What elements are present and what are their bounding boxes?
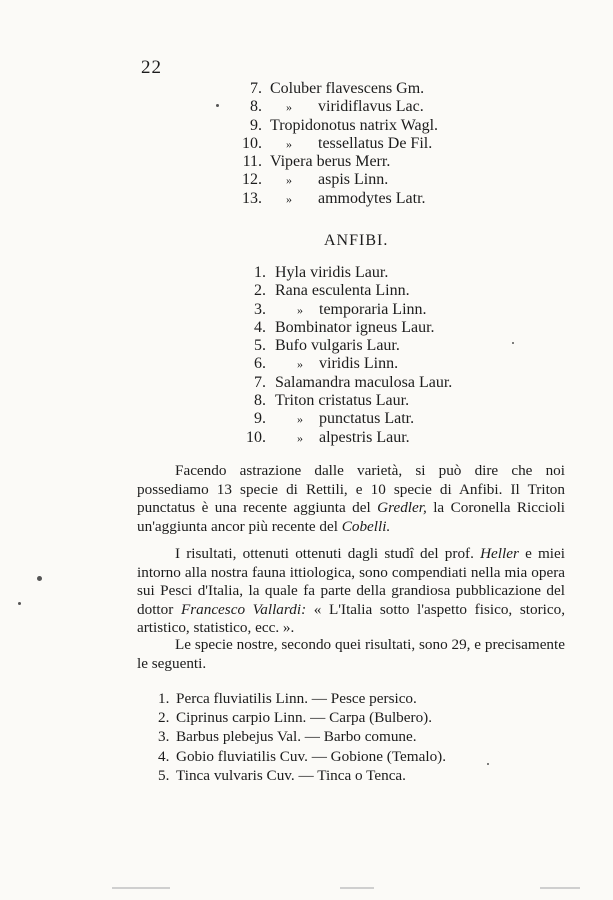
entry-name: Gobio fluviatilis Cuv. — Gobione (Temalo). bbox=[176, 747, 447, 765]
entry-number: 9. bbox=[254, 410, 266, 428]
reptile-entry bbox=[0, 189, 426, 208]
entry-number: 3. bbox=[158, 728, 170, 746]
reptile-entry bbox=[0, 98, 424, 116]
paragraph-species-intro: Le specie nostre, secondo quei risultati, sono 29, e precisamente le seguenti. bbox=[137, 636, 565, 672]
entry-number: 12. bbox=[242, 171, 262, 189]
entry-number: 7. bbox=[254, 373, 266, 391]
ditto-mark: » bbox=[286, 136, 292, 151]
entry-number: 2. bbox=[254, 282, 266, 300]
entry-name: Bombinator igneus Laur. bbox=[275, 318, 435, 336]
amphibian-entry bbox=[0, 318, 435, 337]
amphibian-entry bbox=[0, 282, 410, 300]
paragraph-results: I risultati, ottenuti ottenuti dagli studî del prof. Heller e miei intorno alla nostra fauna ittiologica, sono compendiati nella mia opera sui Pesci d'Italia, la quale fa parte della grandiosa pubblicazione del dottor Francesco Vallardi: « L'Italia sotto l'aspetto fisico, storico, artistico, statistico, ecc. ». bbox=[137, 545, 565, 637]
entry-name: Bufo vulgaris Laur. bbox=[275, 337, 400, 355]
amphibian-entry bbox=[0, 392, 410, 410]
entry-name: viridiflavus Lac. bbox=[318, 98, 424, 116]
reptile-entry bbox=[0, 80, 425, 98]
entry-number: 10. bbox=[242, 134, 262, 152]
entry-number: 4. bbox=[254, 318, 266, 336]
fishes-list bbox=[158, 689, 446, 785]
amphibian-entry bbox=[0, 300, 427, 319]
ditto-mark: » bbox=[297, 302, 303, 317]
amphibian-entry bbox=[0, 355, 399, 373]
entry-number: 7. bbox=[250, 80, 262, 97]
entry-name: viridis Linn. bbox=[319, 355, 399, 373]
amphibian-entry bbox=[0, 428, 410, 447]
entry-name: Tropidonotus natrix Wagl. bbox=[270, 116, 439, 134]
entry-name: alpestris Laur. bbox=[319, 428, 410, 446]
entry-number: 6. bbox=[254, 355, 266, 373]
entry-number: 1. bbox=[158, 690, 170, 707]
entry-name: Coluber flavescens Gm. bbox=[270, 80, 425, 97]
entry-name: ammodytes Latr. bbox=[318, 189, 426, 207]
entry-name: Salamandra maculosa Laur. bbox=[275, 373, 453, 391]
entry-number: 2. bbox=[158, 709, 170, 727]
reptile-entry bbox=[0, 171, 389, 189]
reptile-entry bbox=[0, 134, 433, 153]
reptile-entry bbox=[0, 116, 439, 135]
entry-number: 13. bbox=[242, 189, 262, 207]
entry-number: 4. bbox=[158, 747, 170, 765]
entry-name: Perca fluviatilis Linn. — Pesce persico. bbox=[176, 690, 417, 707]
paragraph-species-count: Facendo astrazione dalle varietà, si può dire che noi possediamo 13 specie di Rettili, e 10 specie di Anfibi. Il Triton punctatus è una recente aggiunta del Gredler, la Coronella Riccioli un'aggiunta ancor più recente del Cobelli. bbox=[137, 462, 566, 535]
ditto-mark: » bbox=[297, 412, 303, 427]
entry-name: Ciprinus carpio Linn. — Carpa (Bulbero). bbox=[176, 709, 433, 727]
entry-name: Triton cristatus Laur. bbox=[275, 392, 410, 410]
amphibian-entry bbox=[0, 410, 415, 428]
reptiles-list bbox=[0, 80, 439, 208]
bottom-edge-mark bbox=[112, 887, 170, 889]
entry-number: 3. bbox=[254, 300, 266, 318]
paper-speck bbox=[216, 104, 219, 107]
entry-name: temporaria Linn. bbox=[319, 300, 427, 318]
fish-entry bbox=[158, 708, 446, 727]
amphibian-entry bbox=[0, 373, 453, 392]
entry-name: punctatus Latr. bbox=[319, 410, 415, 428]
entry-name: tessellatus De Fil. bbox=[318, 134, 433, 152]
bottom-edge-mark bbox=[540, 887, 580, 889]
paper-speck bbox=[37, 576, 42, 581]
fish-entry bbox=[158, 727, 446, 746]
entry-number: 8. bbox=[254, 392, 266, 410]
page-number: 22 bbox=[141, 57, 162, 78]
amphibians-list bbox=[0, 264, 453, 447]
paper-speck bbox=[487, 763, 489, 765]
fish-entry bbox=[158, 747, 446, 766]
bottom-edge-mark bbox=[340, 887, 374, 889]
paper-speck bbox=[512, 342, 514, 344]
ditto-mark: » bbox=[297, 357, 303, 372]
entry-name: Tinca vulvaris Cuv. — Tinca o Tenca. bbox=[176, 766, 406, 784]
reptile-entry bbox=[0, 153, 391, 171]
entry-number: 9. bbox=[250, 116, 262, 134]
entry-number: 1. bbox=[254, 264, 266, 281]
fish-entry bbox=[158, 766, 446, 785]
entry-name: Hyla viridis Laur. bbox=[275, 264, 389, 281]
entry-number: 5. bbox=[254, 337, 266, 355]
entry-number: 11. bbox=[242, 153, 262, 171]
entry-name: Rana esculenta Linn. bbox=[275, 282, 410, 300]
entry-name: aspis Linn. bbox=[318, 171, 389, 189]
amphibian-entry bbox=[0, 337, 400, 355]
section-title-amphibians: ANFIBI. bbox=[324, 232, 389, 249]
entry-number: 8. bbox=[250, 98, 262, 116]
entry-name: Barbus plebejus Val. — Barbo comune. bbox=[176, 728, 417, 746]
ditto-mark: » bbox=[286, 173, 292, 188]
paper-speck bbox=[18, 602, 21, 605]
entry-name: Vipera berus Merr. bbox=[270, 153, 391, 171]
fish-entry bbox=[158, 689, 446, 708]
entry-number: 10. bbox=[246, 428, 266, 446]
ditto-mark: » bbox=[286, 191, 292, 206]
entry-number: 5. bbox=[158, 766, 170, 784]
ditto-mark: » bbox=[297, 430, 303, 445]
amphibian-entry bbox=[0, 264, 389, 282]
ditto-mark: » bbox=[286, 100, 292, 115]
